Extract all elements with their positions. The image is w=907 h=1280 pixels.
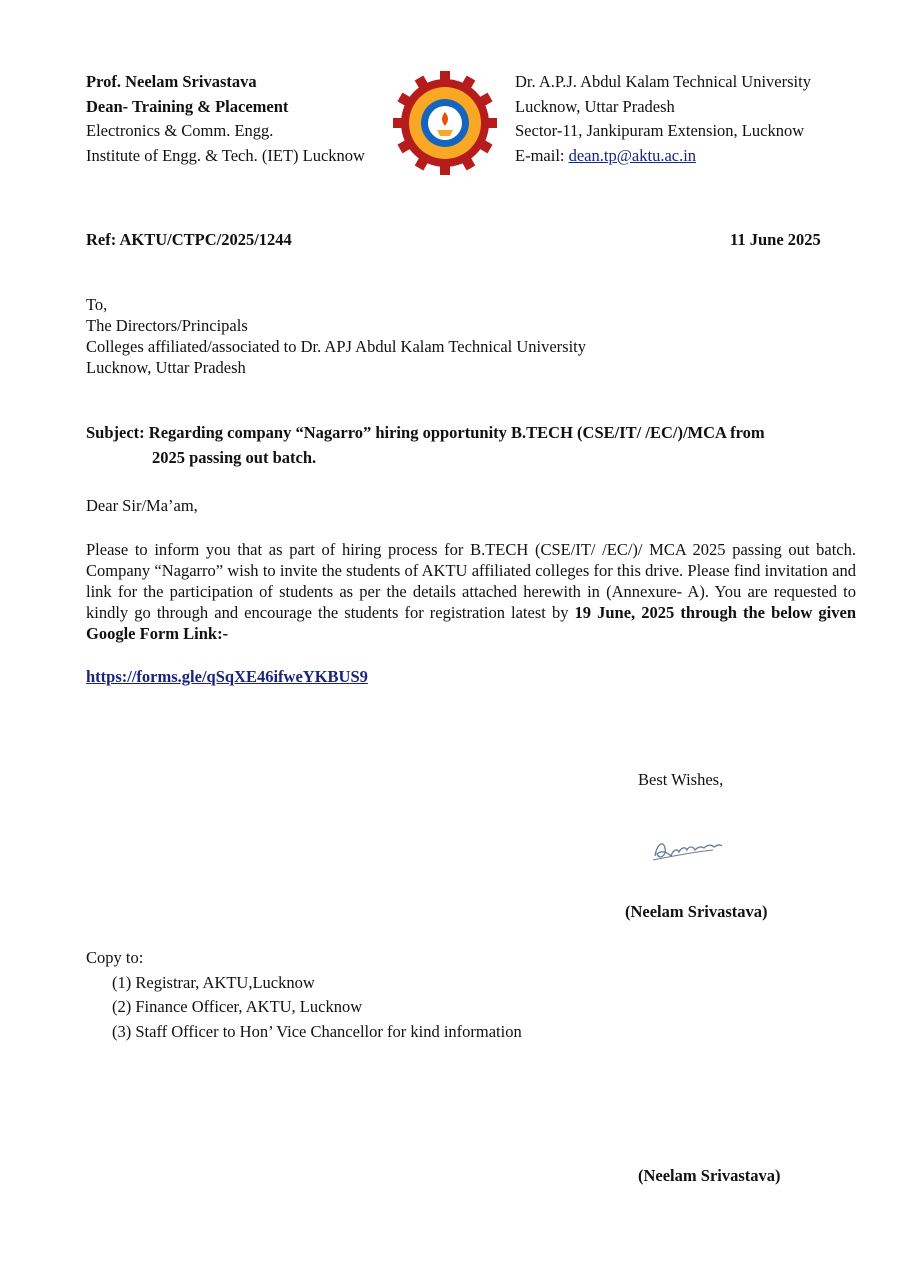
copy-signatory-name: (Neelam Srivastava) [638, 1166, 781, 1185]
university-city: Lucknow, Uttar Pradesh [515, 96, 675, 116]
letter-date: 11 June 2025 [730, 230, 821, 249]
sender-designation: Dean- Training & Placement [86, 96, 289, 116]
email-label: E-mail: [515, 145, 569, 165]
addressee-line-3: Lucknow, Uttar Pradesh [86, 358, 246, 377]
body-text: Please to inform you that as part of hiring process for B.TECH (CSE/IT/ /EC/)/ MCA 2025 passing out batch. Company “Nagarro” wish to invite the students of AKTU affiliated colleges for this drive. Please find invitation and link for the participation of students as per the details attached herewith in (Annexure- A). You are requested to kindly go through and encourage the students for registration latest by [86, 540, 856, 622]
copy-to-block [86, 946, 522, 1044]
body-paragraph [86, 539, 856, 644]
signatory-name: (Neelam Srivastava) [625, 902, 768, 921]
salutation: Dear Sir/Ma’am, [86, 496, 198, 515]
subject-line-1: Subject: Regarding company “Nagarro” hiring opportunity B.TECH (CSE/IT/ /EC/)/MCA from [86, 423, 765, 442]
copy-to-item: (3) Staff Officer to Hon’ Vice Chancellor for kind information [112, 1021, 522, 1041]
copy-to-item: (1) Registrar, AKTU,Lucknow [112, 972, 315, 992]
signature-image [645, 822, 745, 872]
reference-number: Ref: AKTU/CTPC/2025/1244 [86, 230, 292, 249]
university-name: Dr. A.P.J. Abdul Kalam Technical University [515, 72, 811, 91]
addressee-line-2: Colleges affiliated/associated to Dr. APJ Abdul Kalam Technical University [86, 337, 587, 356]
university-address: Sector-11, Jankipuram Extension, Lucknow [515, 121, 805, 140]
university-seal-icon [390, 68, 500, 178]
google-form-link[interactable]: https://forms.gle/qSqXE46ifweYKBUS9 [86, 667, 368, 686]
addressee-to: To, [86, 295, 108, 314]
copy-to-heading: Copy to: [86, 948, 144, 967]
university-email-line [515, 144, 811, 169]
addressee-block [86, 294, 586, 378]
subject-block [86, 421, 765, 470]
email-link[interactable]: dean.tp@aktu.ac.in [568, 145, 697, 165]
body-deadline-text: 19 June, 2025 through the below given Google Form Link:- [86, 603, 856, 643]
sender-institute: Institute of Engg. & Tech. (IET) Lucknow [86, 145, 365, 165]
sender-name: Prof. Neelam Srivastava [86, 72, 257, 91]
addressee-line-1: The Directors/Principals [86, 316, 248, 335]
subject-line-2: 2025 passing out batch. [152, 447, 317, 467]
university-block [515, 70, 811, 168]
sender-block [86, 70, 365, 168]
closing-text: Best Wishes, [638, 770, 724, 789]
sender-department: Electronics & Comm. Engg. [86, 121, 274, 140]
copy-to-item: (2) Finance Officer, AKTU, Lucknow [112, 997, 363, 1016]
